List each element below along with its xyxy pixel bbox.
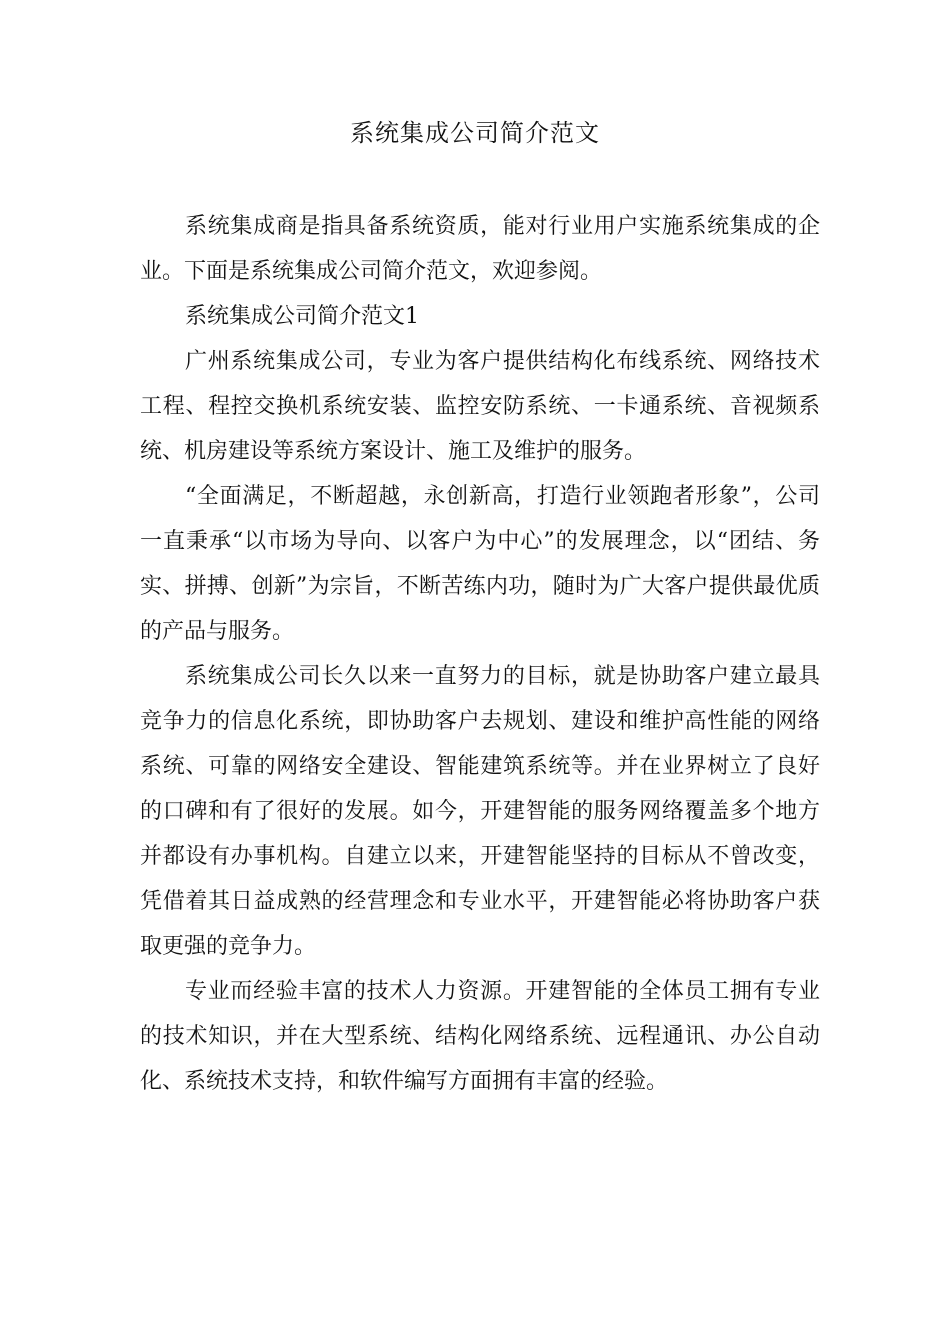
section-heading: 系统集成公司简介范文1 (185, 304, 419, 329)
body-paragraph: 专业而经验丰富的技术人力资源。开建智能的全体员工拥有专业的技术知识，并在大型系统、结构化网络系统、远程通讯、办公自动化、系统技术支持，和软件编写方面拥有丰富的经验。 (140, 979, 820, 1094)
body-paragraph: 系统集成公司长久以来一直努力的目标，就是协助客户建立最具竞争力的信息化系统，即协助客户去规划、建设和维护高性能的网络系统、可靠的网络安全建设、智能建筑系统等。并在业界树立了良好的口碑和有了很好的发展。如今，开建智能的服务网络覆盖多个地方并都设有办事机构。自建立以来，开建智能坚持的目标从不曾改变，凭借着其日益成熟的经营理念和专业水平，开建智能必将协助客户获取更强的竞争力。 (140, 664, 820, 959)
body-paragraph: “全面满足，不断超越，永创新高，打造行业领跑者形象”，公司一直秉承“以市场为导向、以客户为中心”的发展理念，以“团结、务实、拼搏、创新”为宗旨，不断苦练内功，随时为广大客户提供最优质的产品与服务。 (140, 484, 820, 644)
intro-paragraph: 系统集成商是指具备系统资质，能对行业用户实施系统集成的企业。下面是系统集成公司简介范文，欢迎参阅。 (140, 214, 820, 284)
document-title: 系统集成公司简介范文 (350, 119, 600, 147)
document-body (140, 204, 820, 1104)
body-paragraph: 广州系统集成公司，专业为客户提供结构化布线系统、网络技术工程、程控交换机系统安装、监控安防系统、一卡通系统、音视频系统、机房建设等系统方案设计、施工及维护的服务。 (140, 349, 820, 464)
